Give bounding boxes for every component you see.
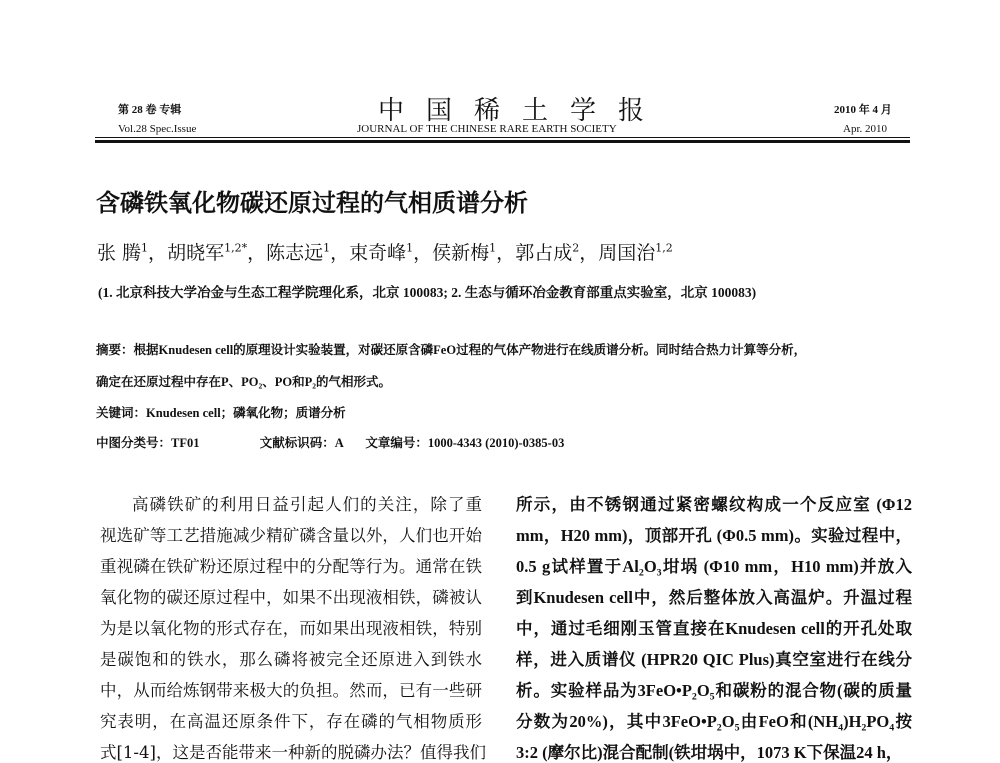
body-line: 是碳饱和的铁水，那么磷将被完全还原进入到铁水 [100, 650, 482, 669]
body-line: 式[1-4]，这是否能带来一种新的脱磷办法？值得我们 [100, 743, 486, 762]
body-line: 3:2 (摩尔比)混合配制(铁坩埚中，1073 K下保温24 h， [516, 743, 903, 762]
classification [96, 433, 564, 451]
body-line: 重视磷在铁矿粉还原过程中的分配等行为。通常在铁 [100, 557, 482, 576]
body-line: 分数为20%)，其中3FeO•P₂O₅由FeO和(NH₄)H₂PO₄按 [516, 712, 912, 731]
author: 周国治 [598, 242, 656, 264]
author-affiliation-mark: 2 [572, 241, 580, 255]
doc-code-value: A [334, 436, 344, 450]
header-rule [95, 140, 910, 143]
clc-value: TF01 [171, 436, 200, 450]
abstract-text-2: 确定在还原过程中存在P、PO₂、PO和P₂的气相形式。 [96, 375, 391, 389]
keywords-text: Knudesen cell；磷氧化物；质谱分析 [146, 406, 346, 420]
author: 张 腾 [97, 242, 142, 264]
volume-en: Vol.28 Spec.Issue [118, 123, 197, 135]
abstract-text-1: 根据Knudesen cell的原理设计实验装置，对碳还原含磷FeO过程的气体产物进行在线质谱分析。同时结合热力计算等分析， [133, 343, 807, 357]
article-no-value: 1000-4343 (2010)-0385-03 [427, 436, 565, 450]
body-line: 究表明，在高温还原条件下，存在磷的气相物质形 [100, 712, 482, 731]
author-affiliation-mark: 1,2* [224, 241, 248, 255]
author: 郭占成 [515, 242, 573, 264]
body-line: 高磷铁矿的利用日益引起人们的关注，除了重 [132, 495, 482, 514]
journal-title-cn: 中国稀土学报 [378, 96, 667, 126]
article-title: 含磷铁氧化物碳还原过程的气相质谱分析 [96, 189, 528, 217]
body-line: 氧化物的碳还原过程中，如果不出现液相铁，磷被认 [100, 588, 482, 607]
article-no-label: 文章编号： [365, 436, 428, 450]
body-line: 视选矿等工艺措施减少精矿磷含量以外，人们也开始 [100, 526, 482, 545]
author-list: 张 腾$^1$，胡晓军$^{1,2*}$，陈志远$^1$，束奇峰$^1$，侯新梅$^1$，郭占成$^2$，周国治$^{1,2}$ [97, 241, 673, 264]
clc-label: 中图分类号： [96, 436, 172, 450]
volume-cn: 第 28 卷 专辑 [118, 104, 182, 116]
journal-title-en: JOURNAL OF THE CHINESE RARE EARTH SOCIETY [357, 123, 617, 135]
date-cn: 2010 年 4 月 [834, 104, 892, 116]
author-affiliation-mark: 1 [406, 241, 414, 255]
abstract-label: 摘要： [96, 343, 134, 357]
author-affiliation-mark: 1 [489, 241, 497, 255]
keywords [96, 403, 346, 421]
body-line: 所示，由不锈钢通过紧密螺纹构成一个反应室 (Φ12 [516, 495, 912, 514]
author-affiliation-mark: 1,2 [655, 241, 673, 255]
body-line: 0.5 g试样置于Al₂O₃坩埚 (Φ10 mm，H10 mm)并放入 [516, 557, 912, 576]
body-line: 中，通过毛细刚玉管直接在Knudesen cell的开孔处取 [516, 619, 912, 638]
body-line: 析。实验样品为3FeO•P₂O₅和碳粉的混合物(碳的质量 [516, 681, 912, 700]
body-line: 为是以氧化物的形式存在，而如果出现液相铁，特别 [100, 619, 482, 638]
body-line: mm，H20 mm)，顶部开孔 (Φ0.5 mm)。实验过程中， [516, 526, 912, 545]
body-line: 中，从而给炼钢带来极大的负担。然而，已有一些研 [100, 681, 482, 700]
body-line: 到Knudesen cell中，然后整体放入高温炉。升温过程 [516, 588, 912, 607]
doc-code-label: 文献标识码： [259, 436, 335, 450]
author: 束奇峰 [349, 242, 407, 264]
header-rule-thin [95, 137, 910, 138]
author: 陈志远 [266, 242, 324, 264]
body-line: 样，进入质谱仪 (HPR20 QIC Plus)真空室进行在线分 [516, 650, 912, 669]
author: 胡晓军 [167, 242, 225, 264]
abstract-line-1 [96, 340, 806, 358]
author-affiliation-mark: 1 [323, 241, 331, 255]
author-affiliation-mark: 1 [141, 241, 149, 255]
keywords-label: 关键词： [96, 406, 147, 420]
author: 侯新梅 [432, 242, 490, 264]
affiliation: (1. 北京科技大学冶金与生态工程学院理化系，北京 100083; 2. 生态与循环冶金教育部重点实验室，北京 100083) [98, 285, 757, 300]
date-en: Apr. 2010 [843, 123, 887, 135]
